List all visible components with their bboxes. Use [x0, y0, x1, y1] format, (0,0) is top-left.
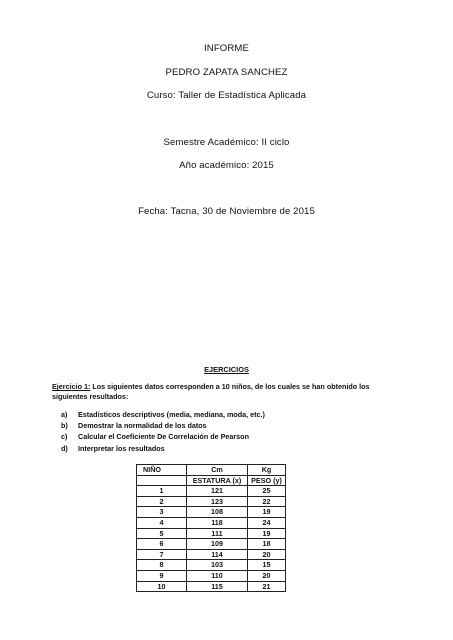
table-header-row	[137, 465, 286, 476]
task-text: Estadísticos descriptivos (media, mediana, moda, etc.)	[78, 410, 265, 419]
table-subheader-row	[137, 475, 286, 486]
cell-peso: 24	[248, 517, 286, 528]
exercise-1-statement	[52, 382, 407, 402]
task-item	[61, 443, 265, 454]
cell-peso: 20	[248, 570, 286, 581]
exercises-heading: EJERCICIOS	[204, 365, 249, 374]
header-cell-peso: PESO (y)	[248, 475, 286, 486]
cell-nino: 2	[137, 496, 187, 507]
semester-line: Semestre Académico: II ciclo	[163, 137, 290, 148]
cell-nino: 9	[137, 570, 187, 581]
cell-nino: 8	[137, 560, 187, 571]
report-title: INFORME	[204, 43, 249, 54]
cell-peso: 19	[248, 528, 286, 539]
cell-nino: 5	[137, 528, 187, 539]
cell-peso: 19	[248, 507, 286, 518]
cell-estatura: 110	[187, 570, 248, 581]
header-cell-kg: Kg	[248, 465, 286, 476]
task-marker: a)	[61, 410, 68, 419]
task-text: Calcular el Coeficiente De Correlación de Pearson	[78, 432, 249, 442]
header-cell-empty	[137, 475, 187, 486]
table-row	[137, 528, 286, 539]
year-line: Año académico: 2015	[179, 160, 274, 171]
task-item	[61, 420, 265, 431]
cell-nino: 7	[137, 549, 187, 560]
cell-peso: 18	[248, 539, 286, 550]
date-line: Fecha: Tacna, 30 de Noviembre de 2015	[138, 206, 315, 217]
table-row	[137, 570, 286, 581]
cell-estatura: 115	[187, 581, 248, 592]
task-text: Demostrar la normalidad de los datos	[78, 421, 207, 431]
cell-estatura: 103	[187, 560, 248, 571]
table-row	[137, 539, 286, 550]
course-line: Curso: Taller de Estadística Aplicada	[146, 90, 307, 101]
task-item	[61, 409, 265, 420]
cell-peso: 22	[248, 496, 286, 507]
author-name: PEDRO ZAPATA SANCHEZ	[165, 67, 288, 78]
cell-peso: 25	[248, 486, 286, 497]
table-row	[137, 581, 286, 592]
task-item	[61, 431, 265, 442]
cell-peso: 21	[248, 581, 286, 592]
header-cell-cm: Cm	[187, 465, 248, 476]
task-list	[61, 409, 265, 454]
cell-nino: 10	[137, 581, 187, 592]
table-row	[137, 549, 286, 560]
table-row	[137, 507, 286, 518]
exercise-1-text: Los siguientes datos corresponden a 10 niños, de los cuales se han obtenido los siguientes resultados:	[52, 382, 370, 401]
cell-nino: 6	[137, 539, 187, 550]
task-marker: b)	[61, 421, 68, 431]
cell-estatura: 108	[187, 507, 248, 518]
table-row	[137, 560, 286, 571]
cell-estatura: 121	[187, 486, 248, 497]
cell-estatura: 109	[187, 539, 248, 550]
cell-nino: 3	[137, 507, 187, 518]
table-row	[137, 486, 286, 497]
cell-estatura: 123	[187, 496, 248, 507]
cell-estatura: 111	[187, 528, 248, 539]
task-text: Interpretar los resultados	[78, 443, 165, 453]
cell-nino: 4	[137, 517, 187, 528]
cell-peso: 15	[248, 560, 286, 571]
cell-peso: 20	[248, 549, 286, 560]
header-cell-estatura: ESTATURA (x)	[187, 475, 248, 486]
task-marker: c)	[61, 432, 68, 442]
cell-nino: 1	[137, 486, 187, 497]
children-data-table	[136, 464, 286, 592]
cell-estatura: 114	[187, 549, 248, 560]
exercise-1-label: Ejercicio 1:	[52, 382, 91, 391]
cell-estatura: 118	[187, 517, 248, 528]
table-row	[137, 496, 286, 507]
table-row	[137, 517, 286, 528]
task-marker: d)	[61, 443, 68, 453]
header-cell-nino: NIÑO	[137, 465, 187, 476]
